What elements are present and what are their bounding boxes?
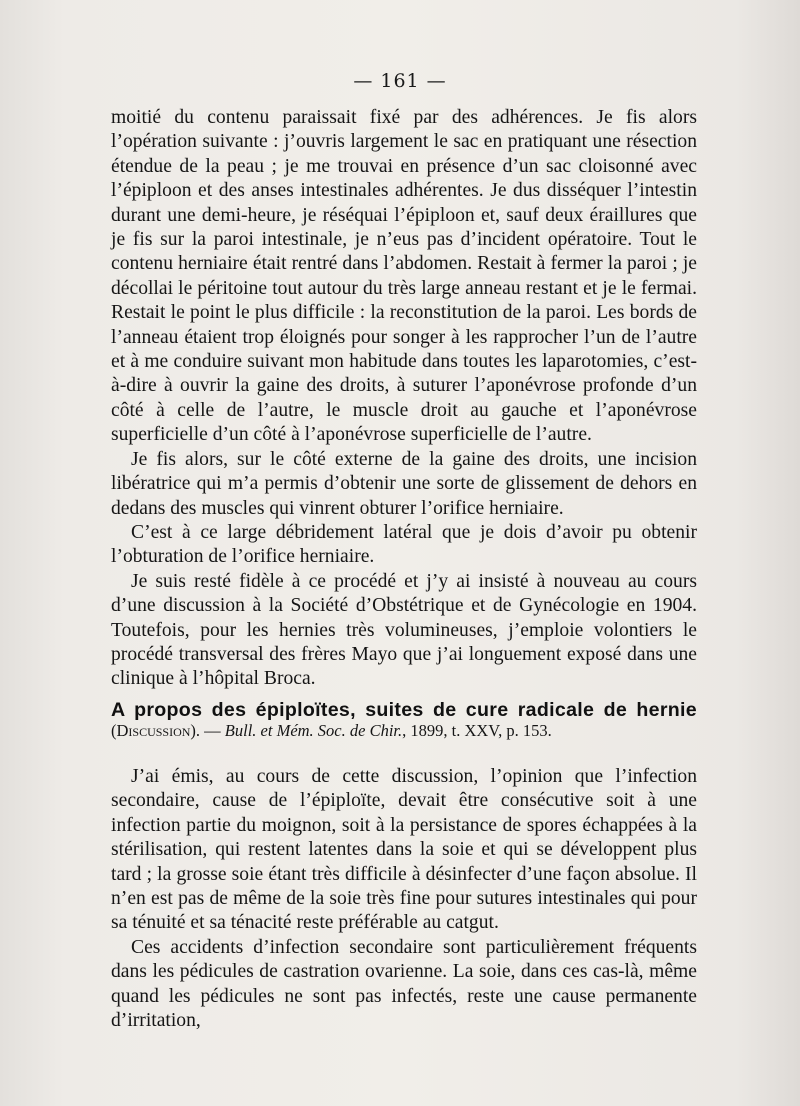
- reference-details: , 1899, t. XXV, p. 153.: [402, 721, 552, 740]
- section-1-body: [111, 106, 697, 692]
- section-2-body: [111, 765, 697, 1033]
- discussion-tag: (Discussion).: [111, 721, 201, 740]
- journal-name: Bull. et Mém. Soc. de Chir.: [224, 721, 403, 740]
- section-2-reference: [111, 720, 697, 742]
- section-2-title: A propos des épiploïtes, suites de cure radicale de hernie: [111, 699, 697, 721]
- paragraph: C’est à ce large débridement latéral que je dois d’avoir pu obtenir l’obturation de l’orifice herniaire.: [111, 521, 697, 568]
- paragraph: Je fis alors, sur le côté externe de la gaine des droits, une incision libératrice qui m’a permis d’obtenir une sorte de glissement de dehors en dedans des muscles qui vinrent obturer l’orifice herniaire.: [111, 448, 697, 519]
- paragraph: Ces accidents d’infection secondaire sont particulièrement fréquents dans les pédicules de castration ovarienne. La soie, dans ces cas-là, même quand les pédicules ne sont pas infectés, reste une cause permanente d’irritation,: [111, 936, 697, 1032]
- paragraph: moitié du contenu paraissait fixé par des adhérences. Je fis alors l’opération suivante : j’ouvris largement le sac en pratiquant une résection étendue de la peau ; je me trouvai en présence d’un sac cloisonné avec l’épiploon et des anses intestinales adhérentes. Je dus disséquer l’intestin durant une demi-heure, je réséquai l’épiploon et, sauf deux éraillures que je fis sur la paroi intestinale, je n’eus pas d’incident opératoire. Tout le contenu herniaire était rentré dans l’abdomen. Restait à fermer la paroi ; je décollai le péritoine tout autour du très large anneau restant et je le fermai. Restait le point le plus difficile : la reconstitution de la paroi. Les bords de l’anneau étaient trop éloignés pour songer à les rapprocher l’un de l’autre et à me conduire suivant mon habitude dans toutes les laparotomies, c’est-à-dire à ouvrir la gaine des droits, à suturer l’aponévrose profonde d’un côté à celle de l’autre, le muscle droit au gauche et l’aponévrose superficielle d’un côté à l’aponévrose superficielle de l’autre.: [111, 107, 697, 446]
- paragraph: Je suis resté fidèle à ce procédé et j’y ai insisté à nouveau au cours d’une discussion à la Société d’Obstétrique et de Gynécologie en 1904. Toutefois, pour les hernies très volumineuses, j’emploie volontiers le procédé transversal des frères Mayo que j’ai longuement exposé dans une clinique à l’hôpital Broca.: [111, 570, 697, 690]
- paragraph: J’ai émis, au cours de cette discussion, l’opinion que l’infection secondaire, cause de l’épiploïte, devait être consécutive soit à une infection partie du moignon, soit à la persistance de spores échappées à la stérilisation, qui restent latentes dans la soie et qui se développent plus tard ; la grosse soie étant très difficile à désinfecter d’une façon absolue. Il n’en est pas de même de la soie très fine pour sutures intestinales qui pour sa ténuité et sa ténacité reste préférable au catgut.: [111, 766, 697, 934]
- reference-dash: —: [200, 721, 225, 740]
- page-number: — 161 —: [353, 70, 447, 92]
